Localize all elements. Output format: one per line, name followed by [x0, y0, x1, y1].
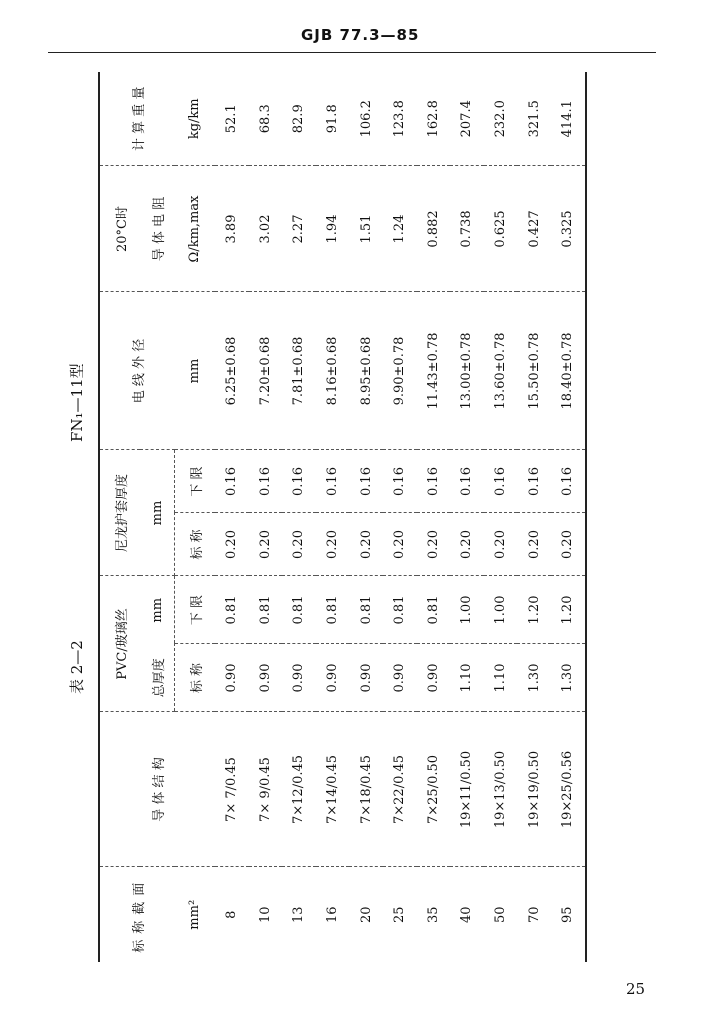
cell-resistance: 3.89: [215, 166, 249, 292]
cell-conductor: 7×12/0.45: [282, 712, 316, 867]
cell-outer-diameter: 6.25±0.68: [215, 292, 249, 450]
table-row: [215, 72, 249, 962]
header-pvc-nominal: 标 称: [175, 644, 216, 712]
cell-nylon-lower: 0.16: [517, 450, 551, 513]
table-row: [450, 72, 484, 962]
header-pvc-lower: 下 限: [175, 576, 216, 644]
header-pvc: PVC/玻璃丝: [100, 576, 140, 712]
header-resistance-unit: Ω/km,max: [175, 166, 216, 292]
cell-section: 8: [224, 910, 240, 919]
header-outer-diameter: 电 线 外 径: [100, 292, 175, 450]
cell-nylon-lower: 0.16: [450, 450, 484, 513]
cell-nylon-nominal: 0.20: [316, 513, 350, 576]
header-nylon: 尼龙护套厚度: [100, 450, 140, 576]
cell-pvc-lower: 1.20: [551, 576, 585, 644]
cell-pvc-nominal: 0.90: [349, 644, 383, 712]
table-row: [383, 72, 417, 962]
header-section: 标称截面: [131, 876, 147, 953]
header-resistance: 导 体 电 阻: [140, 166, 175, 292]
cell-pvc-lower: 0.81: [417, 576, 451, 644]
cell-nylon-nominal: 0.20: [450, 513, 484, 576]
table-number: 表 2—2: [68, 640, 86, 694]
table-row: [551, 72, 585, 962]
cell-weight: 414.1: [551, 72, 585, 166]
cell-nylon-nominal: 0.20: [215, 513, 249, 576]
cell-pvc-lower: 0.81: [249, 576, 283, 644]
header-conductor: 导 体 结 构: [100, 712, 215, 867]
cell-pvc-nominal: 0.90: [316, 644, 350, 712]
cell-nylon-lower: 0.16: [215, 450, 249, 513]
cell-outer-diameter: 7.81±0.68: [282, 292, 316, 450]
cell-section: 40: [459, 906, 475, 924]
cell-pvc-nominal: 0.90: [249, 644, 283, 712]
cell-pvc-nominal: 0.90: [282, 644, 316, 712]
cell-weight: 106.2: [349, 72, 383, 166]
cell-conductor: 7×22/0.45: [383, 712, 417, 867]
cell-outer-diameter: 13.00±0.78: [450, 292, 484, 450]
cell-pvc-nominal: 0.90: [417, 644, 451, 712]
cell-conductor: 19×11/0.50: [450, 712, 484, 867]
header-weight-unit: kg/km: [175, 72, 216, 166]
cell-nylon-nominal: 0.20: [249, 513, 283, 576]
cell-nylon-nominal: 0.20: [349, 513, 383, 576]
table-row: [249, 72, 283, 962]
cell-conductor: 19×13/0.50: [484, 712, 518, 867]
header-section-unit: mm²: [187, 899, 203, 930]
cell-section: 20: [358, 906, 374, 924]
cell-pvc-lower: 1.00: [484, 576, 518, 644]
cell-section: 70: [526, 906, 542, 924]
cell-nylon-lower: 0.16: [383, 450, 417, 513]
cell-conductor: 7×14/0.45: [316, 712, 350, 867]
table-row: [316, 72, 350, 962]
cable-spec-table: [98, 72, 587, 962]
cell-pvc-lower: 0.81: [282, 576, 316, 644]
cell-resistance: 0.427: [517, 166, 551, 292]
cell-pvc-nominal: 1.30: [551, 644, 585, 712]
cell-weight: 68.3: [249, 72, 283, 166]
cell-nylon-lower: 0.16: [417, 450, 451, 513]
cell-nylon-lower: 0.16: [249, 450, 283, 513]
cell-resistance: 1.94: [316, 166, 350, 292]
cell-pvc-lower: 0.81: [316, 576, 350, 644]
cell-nylon-nominal: 0.20: [517, 513, 551, 576]
rotated-table-block: [58, 72, 576, 962]
cell-pvc-lower: 0.81: [349, 576, 383, 644]
cell-pvc-nominal: 0.90: [383, 644, 417, 712]
cell-section: 25: [392, 906, 408, 924]
cell-pvc-nominal: 1.10: [450, 644, 484, 712]
header-nylon-nominal: 标 称: [175, 513, 216, 576]
header-resistance-temp: 20°C时: [100, 166, 140, 292]
cell-resistance: 1.51: [349, 166, 383, 292]
standard-code: GJB 77.3—85: [301, 26, 420, 44]
table-type: FN₁—11型: [68, 363, 86, 442]
cell-outer-diameter: 13.60±0.78: [484, 292, 518, 450]
cell-outer-diameter: 9.90±0.78: [383, 292, 417, 450]
cell-outer-diameter: 8.95±0.68: [349, 292, 383, 450]
table-row: [484, 72, 518, 962]
cell-outer-diameter: 11.43±0.78: [417, 292, 451, 450]
cell-resistance: 0.325: [551, 166, 585, 292]
table-row: [282, 72, 316, 962]
cell-nylon-lower: 0.16: [349, 450, 383, 513]
cell-section: 95: [560, 906, 576, 924]
table-row: [417, 72, 451, 962]
header-rule: [48, 52, 656, 53]
cell-resistance: 0.738: [450, 166, 484, 292]
cell-nylon-nominal: 0.20: [551, 513, 585, 576]
header-pvc-unit: mm: [149, 597, 165, 623]
cell-conductor: 7× 7/0.45: [215, 712, 249, 867]
cell-resistance: 0.882: [417, 166, 451, 292]
cell-nylon-lower: 0.16: [282, 450, 316, 513]
cell-pvc-nominal: 1.10: [484, 644, 518, 712]
cell-nylon-nominal: 0.20: [484, 513, 518, 576]
cell-outer-diameter: 18.40±0.78: [551, 292, 585, 450]
cell-pvc-lower: 0.81: [215, 576, 249, 644]
header-nylon-lower: 下 限: [175, 450, 216, 513]
cell-resistance: 3.02: [249, 166, 283, 292]
header-pvc-total: 总厚度: [140, 644, 175, 712]
cell-pvc-lower: 1.20: [517, 576, 551, 644]
cell-resistance: 2.27: [282, 166, 316, 292]
cell-conductor: 7×25/0.50: [417, 712, 451, 867]
cell-weight: 123.8: [383, 72, 417, 166]
cell-outer-diameter: 8.16±0.68: [316, 292, 350, 450]
cell-nylon-lower: 0.16: [551, 450, 585, 513]
cell-section: 35: [425, 906, 441, 924]
cell-nylon-nominal: 0.20: [383, 513, 417, 576]
cell-conductor: 19×19/0.50: [517, 712, 551, 867]
cell-section: 13: [291, 906, 307, 924]
table-caption: [58, 72, 94, 962]
cell-weight: 162.8: [417, 72, 451, 166]
cell-conductor: 7×18/0.45: [349, 712, 383, 867]
cell-resistance: 1.24: [383, 166, 417, 292]
cell-conductor: 7× 9/0.45: [249, 712, 283, 867]
cell-nylon-nominal: 0.20: [417, 513, 451, 576]
cell-weight: 232.0: [484, 72, 518, 166]
cell-weight: 321.5: [517, 72, 551, 166]
cell-weight: 52.1: [215, 72, 249, 166]
cell-section: 16: [325, 906, 341, 924]
cell-pvc-lower: 1.00: [450, 576, 484, 644]
page-number: 25: [626, 980, 646, 998]
header-weight: 计 算 重 量: [100, 72, 175, 166]
cell-weight: 82.9: [282, 72, 316, 166]
table-body: [215, 72, 585, 962]
cell-nylon-lower: 0.16: [484, 450, 518, 513]
cell-conductor: 19×25/0.56: [551, 712, 585, 867]
table-row: [349, 72, 383, 962]
cell-nylon-lower: 0.16: [316, 450, 350, 513]
table-row: [517, 72, 551, 962]
header-outer-unit: mm: [175, 292, 216, 450]
cell-outer-diameter: 7.20±0.68: [249, 292, 283, 450]
cell-outer-diameter: 15.50±0.78: [517, 292, 551, 450]
cell-pvc-nominal: 0.90: [215, 644, 249, 712]
cell-section: 10: [257, 906, 273, 924]
cell-nylon-nominal: 0.20: [282, 513, 316, 576]
cell-section: 50: [493, 906, 509, 924]
header-nylon-unit: mm: [140, 450, 175, 576]
cell-pvc-lower: 0.81: [383, 576, 417, 644]
cell-weight: 207.4: [450, 72, 484, 166]
cell-weight: 91.8: [316, 72, 350, 166]
cell-pvc-nominal: 1.30: [517, 644, 551, 712]
cell-resistance: 0.625: [484, 166, 518, 292]
